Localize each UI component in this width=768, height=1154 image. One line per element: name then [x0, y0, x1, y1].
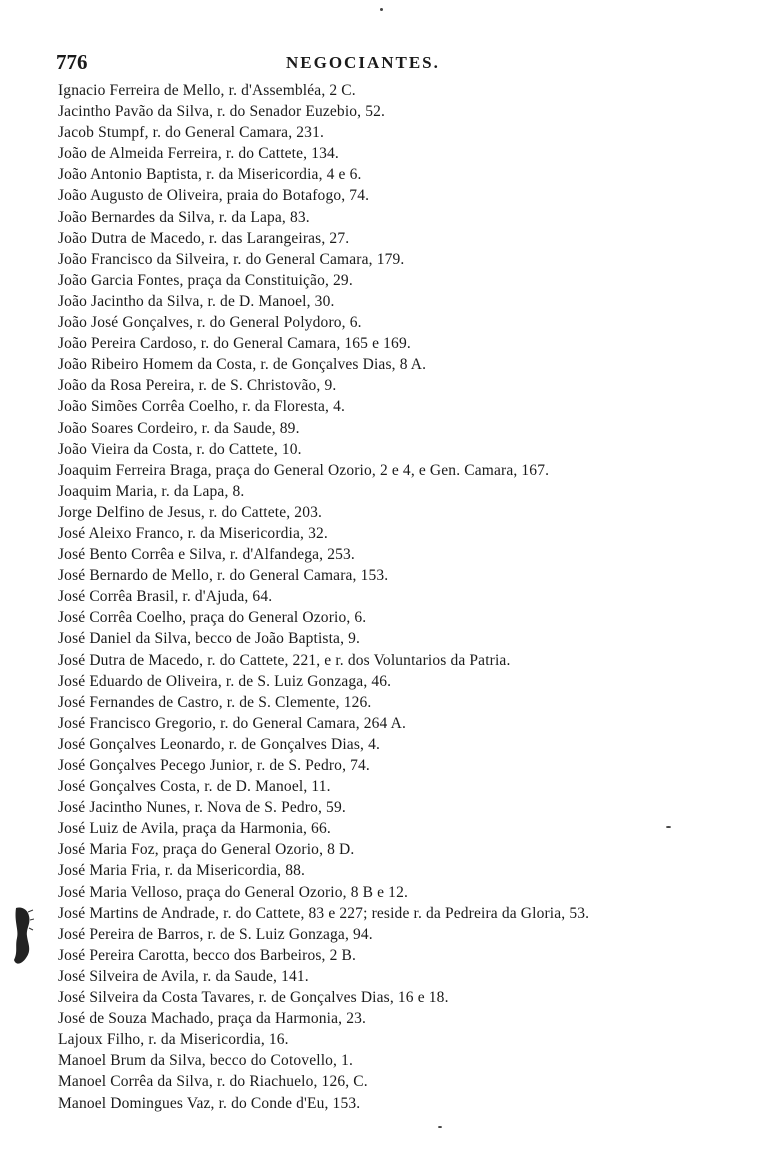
merchant-entry: José Eduardo de Oliveira, r. de S. Luiz Gonzaga, 46.	[58, 672, 392, 690]
merchant-entry: Manoel Brum da Silva, becco do Cotovello, 1.	[58, 1052, 354, 1070]
ink-speck	[380, 8, 383, 11]
ink-speck	[438, 1126, 442, 1128]
merchant-entry: João Francisco da Silveira, r. do General Camara, 179.	[58, 250, 405, 268]
merchant-entry: José Silveira de Avila, r. da Saude, 141.	[58, 967, 309, 985]
merchant-entry: Joaquim Maria, r. da Lapa, 8.	[58, 482, 245, 500]
merchant-entry: Jacob Stumpf, r. do General Camara, 231.	[58, 124, 324, 142]
merchant-entry: João Bernardes da Silva, r. da Lapa, 83.	[58, 208, 310, 226]
page-number: 776	[56, 50, 88, 74]
merchant-entry: José Maria Velloso, praça do General Ozorio, 8 B e 12.	[58, 883, 409, 901]
merchant-entry: José Pereira Carotta, becco dos Barbeiros, 2 B.	[58, 946, 357, 964]
merchant-entry: José Dutra de Macedo, r. do Cattete, 221, e r. dos Voluntarios da Patria.	[58, 651, 511, 669]
merchant-entry: Ignacio Ferreira de Mello, r. d'Assembléa, 2 C.	[58, 82, 356, 99]
merchant-entry: João Simões Corrêa Coelho, r. da Floresta, 4.	[58, 398, 345, 416]
merchant-entry: João Garcia Fontes, praça da Constituição, 29.	[58, 271, 353, 289]
merchant-entry: Manoel Domingues Vaz, r. do Conde d'Eu, 153.	[58, 1094, 361, 1112]
merchant-entry: João José Gonçalves, r. do General Polydoro, 6.	[58, 314, 362, 332]
merchant-entry: Lajoux Filho, r. da Misericordia, 16.	[58, 1031, 289, 1049]
merchant-entry: José Francisco Gregorio, r. do General Camara, 264 A.	[58, 714, 406, 732]
ink-blot-mark	[12, 906, 34, 968]
merchant-entry: João da Rosa Pereira, r. de S. Christovão, 9.	[58, 377, 337, 395]
merchant-entry: José de Souza Machado, praça da Harmonia, 23.	[58, 1010, 367, 1028]
merchant-entry: João Augusto de Oliveira, praia do Botafogo, 74.	[58, 187, 370, 205]
merchant-entry: Jorge Delfino de Jesus, r. do Cattete, 203.	[58, 503, 323, 521]
merchant-entry: José Fernandes de Castro, r. de S. Clemente, 126.	[58, 693, 372, 711]
merchant-entry: José Bernardo de Mello, r. do General Camara, 153.	[58, 567, 389, 585]
page-header	[56, 50, 696, 76]
merchant-entry: João Antonio Baptista, r. da Misericordia, 4 e 6.	[58, 166, 362, 184]
merchant-entry: João Soares Cordeiro, r. da Saude, 89.	[58, 419, 300, 437]
merchant-entry: João de Almeida Ferreira, r. do Cattete, 134.	[58, 145, 339, 163]
merchant-entry: José Maria Fria, r. da Misericordia, 88.	[58, 862, 306, 880]
merchant-list	[58, 80, 718, 1114]
merchant-entry: José Luiz de Avila, praça da Harmonia, 66.	[58, 820, 331, 838]
merchant-entry: José Jacintho Nunes, r. Nova de S. Pedro, 59.	[58, 799, 346, 817]
merchant-entry: Manoel Corrêa da Silva, r. do Riachuelo, 126, C.	[58, 1073, 368, 1091]
merchant-entry: José Daniel da Silva, becco de João Baptista, 9.	[58, 630, 361, 648]
merchant-entry: José Gonçalves Leonardo, r. de Gonçalves Dias, 4.	[58, 735, 380, 753]
merchant-entry: José Silveira da Costa Tavares, r. de Gonçalves Dias, 16 e 18.	[58, 989, 449, 1007]
merchant-entry: José Maria Foz, praça do General Ozorio, 8 D.	[58, 841, 355, 859]
merchant-entry: Jacintho Pavão da Silva, r. do Senador Euzebio, 52.	[58, 103, 386, 121]
running-head: NEGOCIANTES.	[286, 53, 440, 72]
merchant-entry: João Vieira da Costa, r. do Cattete, 10.	[58, 440, 302, 458]
merchant-entry: José Corrêa Coelho, praça do General Ozorio, 6.	[58, 609, 367, 627]
merchant-entry: João Jacintho da Silva, r. de D. Manoel, 30.	[58, 292, 335, 310]
merchant-entry: José Aleixo Franco, r. da Misericordia, 32.	[58, 524, 328, 542]
merchant-entry: José Martins de Andrade, r. do Cattete, 83 e 227; reside r. da Pedreira da Gloria, 53.	[58, 904, 590, 922]
merchant-entry: José Bento Corrêa e Silva, r. d'Alfandega, 253.	[58, 546, 355, 564]
ink-speck	[666, 826, 671, 828]
merchant-entry: José Gonçalves Pecego Junior, r. de S. Pedro, 74.	[58, 757, 370, 774]
merchant-entry: José Gonçalves Costa, r. de D. Manoel, 11.	[58, 778, 331, 796]
merchant-entry: João Pereira Cardoso, r. do General Camara, 165 e 169.	[58, 335, 411, 353]
merchant-entry: José Corrêa Brasil, r. d'Ajuda, 64.	[58, 588, 273, 606]
merchant-entry: João Dutra de Macedo, r. das Larangeiras, 27.	[58, 229, 350, 247]
merchant-entry: João Ribeiro Homem da Costa, r. de Gonçalves Dias, 8 A.	[58, 356, 427, 374]
merchant-entry: Joaquim Ferreira Braga, praça do General Ozorio, 2 e 4, e Gen. Camara, 167.	[58, 461, 550, 479]
merchant-entry: José Pereira de Barros, r. de S. Luiz Gonzaga, 94.	[58, 925, 373, 943]
